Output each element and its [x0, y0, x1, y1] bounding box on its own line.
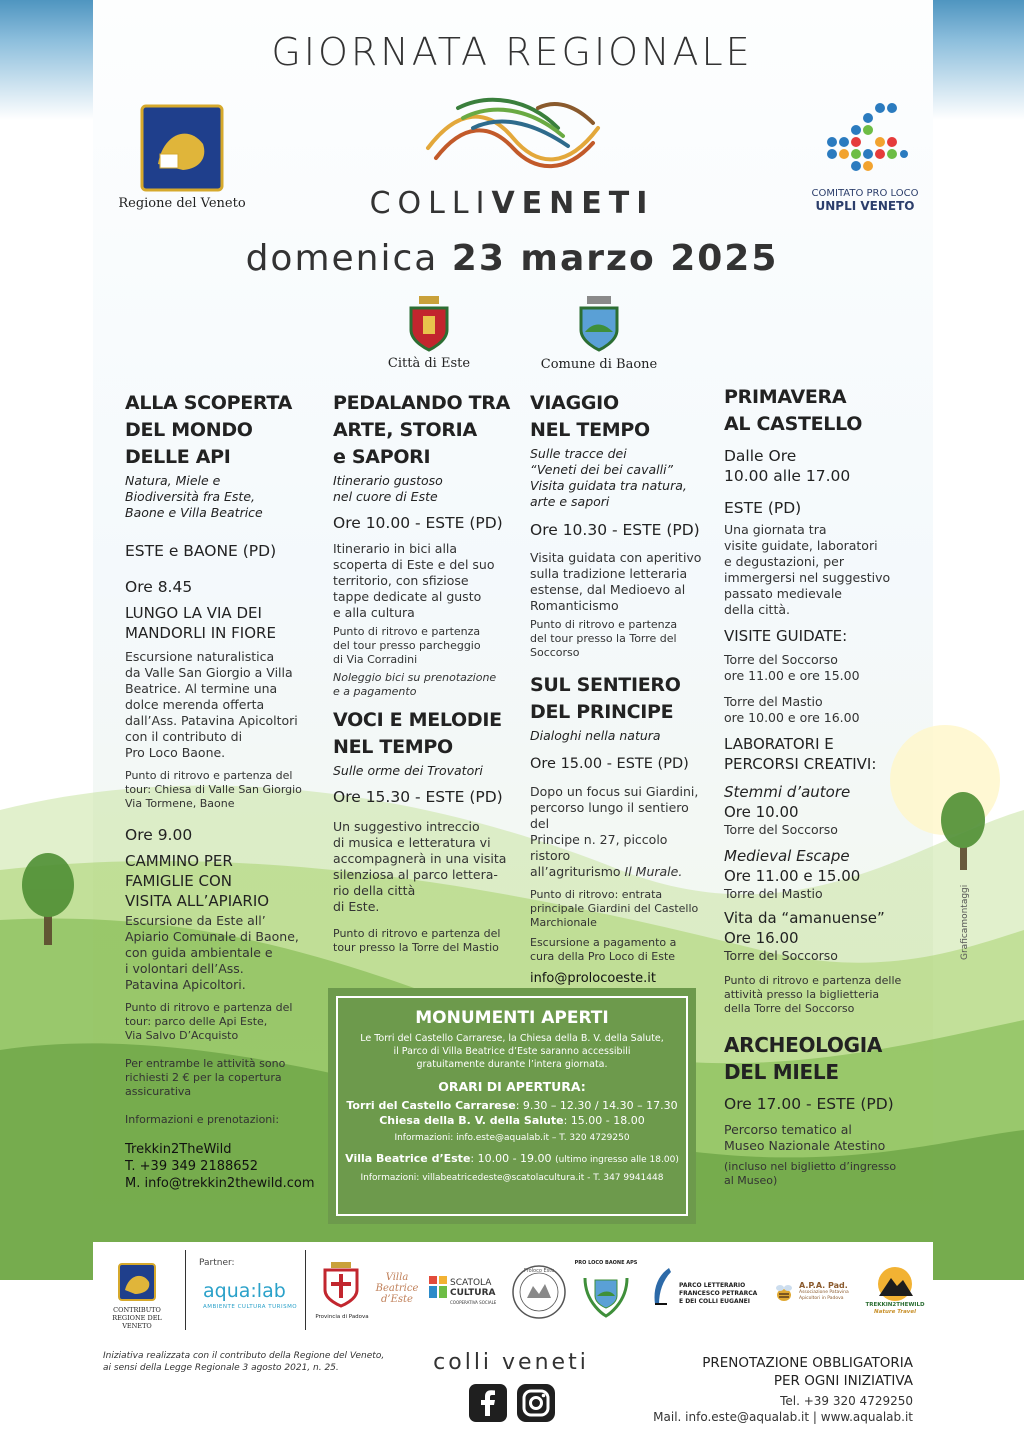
venue-note: (ultimo ingresso alle 18.00) [555, 1155, 679, 1165]
facebook-icon[interactable] [469, 1384, 507, 1422]
desc-line: estense, dal Medioevo al [530, 582, 686, 597]
title-line: CAMMINO PER [125, 852, 233, 870]
desc-line: con il contributo di [125, 729, 243, 744]
meet-line: Via Tormene, Baone [125, 797, 235, 810]
title-line: ARTE, STORIA [333, 419, 477, 441]
meet-line: tour: parco delle Api Este, [125, 1015, 268, 1028]
bike-rental-note [333, 671, 523, 699]
desc-line: Patavina Apicoltori. [125, 977, 246, 992]
opening-hours-title: ORARI DI APERTURA: [438, 1079, 586, 1094]
monuments-box [328, 988, 696, 1224]
hours-villa [338, 1151, 686, 1168]
desc-line: con guida ambientale e [125, 945, 273, 960]
subtitle-line: Natura, Miele e [125, 473, 221, 488]
desc-line: dall’Ass. Patavina Apicoltori [125, 713, 298, 728]
title-line: LABORATORI E [724, 735, 834, 753]
cycling-title [333, 390, 523, 471]
provincia-label: Provincia di Padova [315, 1314, 369, 1320]
desc-line: della città. [724, 602, 790, 617]
subtitle-line: nel cuore di Este [333, 489, 438, 504]
trekkin-line: TREKKIN2THEWILD [865, 1302, 925, 1308]
lab-escape [724, 846, 914, 902]
desc-line: visite guidate, laboratori [724, 538, 878, 553]
title-line: PRIMAVERA [724, 386, 847, 408]
meet-line: tour presso la Torre del Mastio [333, 941, 499, 954]
unpli-logo-icon [822, 102, 908, 186]
monuments-box-frame [336, 996, 688, 1216]
voci-title [333, 707, 523, 761]
desc-line: e alla cultura [333, 605, 415, 620]
visit-line: Torre del Mastio [724, 694, 823, 709]
trekkin-logo [863, 1302, 927, 1316]
desc-line: sulla tradizione letteraria [530, 566, 688, 581]
cycling-time: Ore 10.00 - ESTE (PD) [333, 514, 503, 532]
desc-line: Itinerario in bici alla [333, 541, 458, 556]
meet-line: del tour presso parcheggio [333, 639, 481, 652]
desc-line: territorio, con sfiziose [333, 573, 469, 588]
proloco-baone-label: PRO LOCO BAONE APS [574, 1260, 638, 1266]
viaggio-title [530, 390, 710, 444]
title-line: ALLA SCOPERTA [125, 392, 292, 414]
desc-line: Un suggestivo intreccio [333, 819, 480, 834]
contact-email[interactable]: M. info@trekkin2thewild.com [125, 1176, 315, 1191]
unpli-label-line1: COMITATO PRO LOCO [811, 188, 919, 199]
hours-castello [338, 1098, 686, 1113]
ev-mandorli-title [125, 603, 325, 643]
meet-line: tour: Chiesa di Valle San Giorgio [125, 783, 302, 796]
lab-name: Medieval Escape [724, 847, 850, 865]
monuments-title: MONUMENTI APERTI [415, 1008, 609, 1028]
date-day: 23 marzo 2025 [451, 238, 779, 279]
desc-line: di musica e letteratura vi [333, 835, 491, 850]
proloco-email[interactable]: info@prolocoeste.it [530, 971, 657, 986]
archeologia-desc [724, 1122, 914, 1154]
desc-line: silenziosa al parco lettera- [333, 867, 498, 882]
venue-hours: : 10.00 - 19.00 [470, 1152, 552, 1165]
contact-name: Trekkin2TheWild [125, 1142, 232, 1157]
event-date [0, 238, 1024, 279]
desc-line: Visita guidata con aperitivo [530, 550, 702, 565]
desc-line: Percorso tematico al [724, 1122, 852, 1137]
municipality-este-label: Città di Este [387, 356, 471, 371]
subtitle-line: “Veneti dei bei cavalli” [530, 462, 674, 477]
title-line: e SAPORI [333, 446, 431, 468]
desc-line: Una giornata tra [724, 522, 827, 537]
voci-meeting [333, 927, 523, 955]
sentiero-subtitle: Dialoghi nella natura [530, 728, 661, 743]
desc-line: i volontari dell’Ass. [125, 961, 244, 976]
lab-name: Stemmi d’autore [724, 783, 851, 801]
villa-beatrice-logo [371, 1272, 423, 1305]
proloco-baone-seal-icon [581, 1264, 631, 1320]
contributo-label [99, 1306, 175, 1330]
archeologia-title [724, 1032, 914, 1086]
lab-place: Torre del Mastio [724, 886, 823, 901]
scatola-line: CULTURA [450, 1288, 496, 1298]
subtitle-line: arte e sapori [530, 494, 610, 509]
footer-brand: colli veneti [433, 1350, 589, 1375]
scatola-line: COOPERATIVA SOCIALE [450, 1300, 497, 1305]
subtitle-line: Biodiversità fra Este, [125, 489, 255, 504]
intro-line: il Parco di Villa Beatrice d’Este saranno accessibili [393, 1046, 631, 1057]
meet-line: Punto di ritrovo e partenza [530, 618, 678, 631]
contact-phone[interactable]: T. +39 349 2188652 [125, 1159, 259, 1174]
cycling-subtitle [333, 473, 523, 505]
desc-line: accompagnerà in una visita [333, 851, 507, 866]
voci-subtitle: Sulle orme dei Trovatori [333, 763, 483, 778]
scatola-cultura-logo [450, 1278, 496, 1308]
meet-line: Via Salvo D’Acquisto [125, 1029, 239, 1042]
parco-letterario-feather-icon [649, 1266, 675, 1306]
venue-name: Torri del Castello Carrarese [346, 1099, 516, 1112]
venue-name: Villa Beatrice d’Este [345, 1152, 471, 1165]
villa-line: Beatrice [375, 1283, 419, 1294]
scatola-line: SCATOLA [450, 1278, 492, 1288]
title-line: VIAGGIO [530, 392, 619, 414]
note-line: Per entrambe le attività sono [125, 1057, 286, 1070]
lab-name: Vita da “amanuense” [724, 909, 885, 927]
aqualab-logo: aqua:lab [203, 1280, 286, 1302]
castello-desc [724, 522, 914, 618]
column-cycling [333, 390, 523, 955]
voci-desc [333, 819, 523, 915]
este-coat-of-arms-icon [405, 294, 453, 352]
archeologia-note [724, 1160, 914, 1188]
desc-line: percorso lungo il sentiero del [530, 800, 689, 831]
desc-line: Apiario Comunale di Baone, [125, 929, 299, 944]
apa-line: A.P.A. Pad. [799, 1281, 848, 1290]
sentiero-title [530, 672, 710, 726]
sentiero-time: Ore 15.00 - ESTE (PD) [530, 756, 689, 772]
desc-line: Escursione naturalistica [125, 649, 275, 664]
desc-line: immergersi nel suggestivo [724, 570, 891, 585]
hours-line: 10.00 alle 17.00 [724, 467, 851, 485]
viaggio-subtitle [530, 446, 710, 510]
disclaimer-line: Iniziativa realizzata con il contributo della Regione del Veneto, [103, 1351, 385, 1361]
venue-hours: : 15.00 - 18.00 [563, 1114, 645, 1127]
meet-line: Soccorso [530, 646, 580, 659]
lab-place: Torre del Soccorso [724, 948, 838, 963]
title-line: DEL PRINCIPE [530, 701, 674, 723]
monuments-intro [338, 1032, 686, 1071]
column-bees [125, 390, 325, 1192]
lab-time: Ore 10.00 [724, 803, 799, 821]
intro-line: gratuitamente durante l’intera giornata. [416, 1059, 608, 1070]
title-line: DEL MIELE [724, 1060, 839, 1084]
booking-line: PER OGNI INIZIATIVA [773, 1373, 913, 1389]
bees-subtitle [125, 473, 325, 521]
desc-line: Museo Nazionale Atestino [724, 1138, 886, 1153]
title-line: LUNGO LA VIA DEI [125, 604, 262, 622]
lab-stemmi [724, 782, 914, 838]
note-line: Noleggio bici su prenotazione [333, 671, 497, 684]
disclaimer [103, 1350, 403, 1374]
title-line: AL CASTELLO [724, 413, 863, 435]
lab-time: Ore 16.00 [724, 929, 799, 947]
parco-line: FRANCESCO PETRARCA [679, 1290, 758, 1297]
desc-line: e degustazioni, per [724, 554, 845, 569]
ev-apiario-meeting [125, 1001, 325, 1043]
ev-apiario-desc [125, 913, 325, 993]
sentiero-desc [530, 784, 710, 880]
info-scatola[interactable]: Informazioni: villabeatricedeste@scatolacultura.it - T. 347 9941448 [360, 1173, 664, 1183]
visits-title: VISITE GUIDATE: [724, 627, 848, 645]
booking-required [613, 1354, 913, 1390]
castello-hours [724, 446, 914, 486]
intro-line: Le Torri del Castello Carrarese, la Chiesa della B. V. della Salute, [360, 1033, 664, 1044]
meet-line: Punto di ritrovo: entrata [530, 888, 663, 901]
trekkin-line: Nature Travel [874, 1309, 916, 1315]
desc-line: passato medievale [724, 586, 842, 601]
scatola-cultura-icon [429, 1276, 447, 1298]
graphic-credit: Graficamontaggi [960, 884, 970, 960]
title-line: VOCI E MELODIE [333, 709, 502, 731]
desc-line: tappe dedicate al gusto [333, 589, 482, 604]
pay-line: cura della Pro Loco di Este [530, 950, 676, 963]
labs-title [724, 734, 914, 774]
meet-line: Marchionale [530, 916, 597, 929]
desc-line: scoperta di Este e del suo [333, 557, 495, 572]
divider [305, 1250, 306, 1330]
desc-line: Escursione da Este all’ [125, 913, 266, 928]
lab-time: Ore 11.00 e 15.00 [724, 867, 861, 885]
visit-line: Torre del Soccorso [724, 652, 838, 667]
desc-line: Romanticismo [530, 598, 619, 613]
unpli-label-line2: UNPLI VENETO [815, 199, 915, 213]
note-line: (incluso nel biglietto d’ingresso [724, 1160, 897, 1173]
footer [93, 1336, 933, 1446]
regione-contributo-lion-icon [117, 1262, 157, 1302]
voci-time: Ore 15.30 - ESTE (PD) [333, 788, 503, 806]
hours-line: Dalle Ore [724, 447, 797, 465]
trekkin-mountain-icon [875, 1266, 915, 1302]
booking-mail[interactable]: Mail. info.este@aqualab.it | www.aqualab.it [653, 1410, 913, 1424]
subtitle-line: Sulle tracce dei [530, 446, 627, 461]
title-line: DEL MONDO [125, 419, 253, 441]
unpli-label [800, 188, 930, 212]
viaggio-desc [530, 550, 710, 614]
contributo-line: REGIONE DEL VENETO [112, 1314, 162, 1330]
lab-place: Torre del Soccorso [724, 822, 838, 837]
title-line: PEDALANDO TRA [333, 392, 511, 414]
archeologia-time: Ore 17.00 - ESTE (PD) [724, 1095, 894, 1113]
insurance-note [125, 1057, 325, 1099]
divider [185, 1250, 186, 1330]
apa-line: Associazione Patavina [799, 1290, 849, 1295]
booking-tel[interactable]: Tel. +39 320 4729250 [780, 1394, 913, 1408]
bees-place: ESTE e BAONE (PD) [125, 542, 277, 560]
desc-italic: Il Murale. [624, 864, 683, 879]
aqualab-tagline: AMBIENTE CULTURA TURISMO [203, 1304, 298, 1310]
title-line: VISITA ALL’APIARIO [125, 892, 270, 910]
visit-line: ore 10.00 e ore 16.00 [724, 710, 860, 725]
meet-line: del tour presso la Torre del [530, 632, 677, 645]
desc-line: Beatrice. Al termine una [125, 681, 278, 696]
title-line: SUL SENTIERO [530, 674, 681, 696]
viaggio-time: Ore 10.30 - ESTE (PD) [530, 521, 700, 539]
page-title: GIORNATA REGIONALE [271, 30, 753, 74]
title-line: NEL TEMPO [333, 736, 453, 758]
note-line: richiesti 2 € per la copertura [125, 1071, 282, 1084]
sentiero-payment [530, 936, 710, 964]
meet-line: Punto di ritrovo e partenza [333, 625, 481, 638]
hours-chiesa [338, 1113, 686, 1128]
venue-name: Chiesa della B. V. della Salute [379, 1114, 564, 1127]
castello-meeting [724, 974, 914, 1016]
subtitle-line: Itinerario gustoso [333, 473, 443, 488]
meet-line: principale Giardini del Castello [530, 902, 699, 915]
castello-place: ESTE (PD) [724, 499, 802, 517]
provincia-padova-crest-icon [321, 1260, 361, 1308]
desc-text: all’agriturismo [530, 864, 621, 879]
castello-title [724, 384, 914, 438]
ev-mandorli-desc [125, 649, 325, 761]
baone-coat-of-arms-icon [575, 294, 623, 354]
ev-apiario-title [125, 851, 325, 911]
bees-title [125, 390, 325, 471]
column-time-travel [530, 390, 710, 1004]
meet-line: Punto di ritrovo e partenza del [333, 927, 501, 940]
desc-line: Pro Loco Baone. [125, 745, 226, 760]
info-aqualab[interactable]: Informazioni: info.este@aqualab.it – T. 320 4729250 [394, 1133, 630, 1143]
apa-logo [799, 1282, 849, 1302]
municipality-baone-label: Comune di Baone [540, 357, 658, 372]
contributo-line: CONTRIBUTO [113, 1306, 161, 1314]
cycling-desc [333, 541, 523, 621]
brand-light: COLLI [369, 186, 492, 221]
note-line: assicurativa [125, 1085, 192, 1098]
proloco-este-label: Proloco Este [523, 1268, 555, 1274]
disclaimer-line: ai sensi della Legge Regionale 3 agosto 2021, n. 25. [103, 1363, 339, 1373]
info-label: Informazioni e prenotazioni: [125, 1113, 280, 1126]
trekkin-contacts [125, 1141, 325, 1192]
title-line: NEL TEMPO [530, 419, 650, 441]
visit-line: ore 11.00 e ore 15.00 [724, 668, 860, 683]
column-castle [724, 384, 914, 1188]
desc-line: Principe n. 27, piccolo ristoro [530, 832, 668, 863]
apa-line: Apicoltori in Padova [799, 1296, 844, 1301]
ev-mandorli-meeting [125, 769, 325, 811]
note-line: al Museo) [724, 1174, 778, 1187]
meet-line: Punto di ritrovo e partenza del [125, 769, 293, 782]
meet-line: attività presso la biglietteria [724, 988, 880, 1001]
cycling-meeting [333, 625, 523, 667]
colli-veneti-logo-icon [418, 88, 608, 186]
brand-bold: VENETI [491, 186, 655, 221]
parco-line: PARCO LETTERARIO [679, 1282, 746, 1289]
regione-veneto-label: Regione del Veneto [118, 196, 246, 211]
partner-bar [93, 1242, 933, 1336]
desc-line: di Este. [333, 899, 380, 914]
desc-line: Dopo un focus sui Giardini, [530, 784, 699, 799]
title-line: DELLE API [125, 446, 231, 468]
meet-line: della Torre del Soccorso [724, 1002, 855, 1015]
villa-line: Villa [385, 1272, 409, 1283]
apa-bee-icon [773, 1282, 795, 1304]
pay-line: Escursione a pagamento a [530, 936, 677, 949]
regione-veneto-lion-icon [138, 104, 226, 192]
date-weekday: domenica [245, 238, 439, 279]
title-line: PERCORSI CREATIVI: [724, 755, 877, 773]
note-line: e a pagamento [333, 685, 417, 698]
parco-line: E DEI COLLI EUGANEI [679, 1298, 750, 1305]
desc-line: dolce merenda offerta [125, 697, 265, 712]
title-line: MANDORLI IN FIORE [125, 624, 276, 642]
subtitle-line: Baone e Villa Beatrice [125, 505, 263, 520]
desc-line: rio della città [333, 883, 416, 898]
ev-apiario-time: Ore 9.00 [125, 826, 193, 844]
parco-letterario-logo [679, 1282, 757, 1306]
meet-line: Punto di ritrovo e partenza del [125, 1001, 293, 1014]
title-line: FAMIGLIE CON [125, 872, 233, 890]
title-line: ARCHEOLOGIA [724, 1033, 883, 1057]
subtitle-line: Visita guidata tra natura, [530, 478, 687, 493]
villa-line: d’Este [381, 1294, 413, 1305]
venue-hours: : 9.30 – 12.30 / 14.30 – 17.30 [515, 1099, 678, 1112]
sentiero-meeting [530, 888, 710, 930]
desc-line [530, 864, 710, 880]
ev-mandorli-time: Ore 8.45 [125, 578, 193, 596]
lab-amanuense [724, 908, 914, 964]
visit-mastio [724, 694, 914, 726]
meet-line: di Via Corradini [333, 653, 418, 666]
meet-line: Punto di ritrovo e partenza delle [724, 974, 902, 987]
desc-line: da Valle San Giorgio a Villa [125, 665, 293, 680]
viaggio-meeting [530, 618, 710, 660]
visit-soccorso [724, 652, 914, 684]
booking-line: PRENOTAZIONE OBBLIGATORIA [702, 1355, 913, 1371]
partner-label: Partner: [199, 1258, 235, 1268]
